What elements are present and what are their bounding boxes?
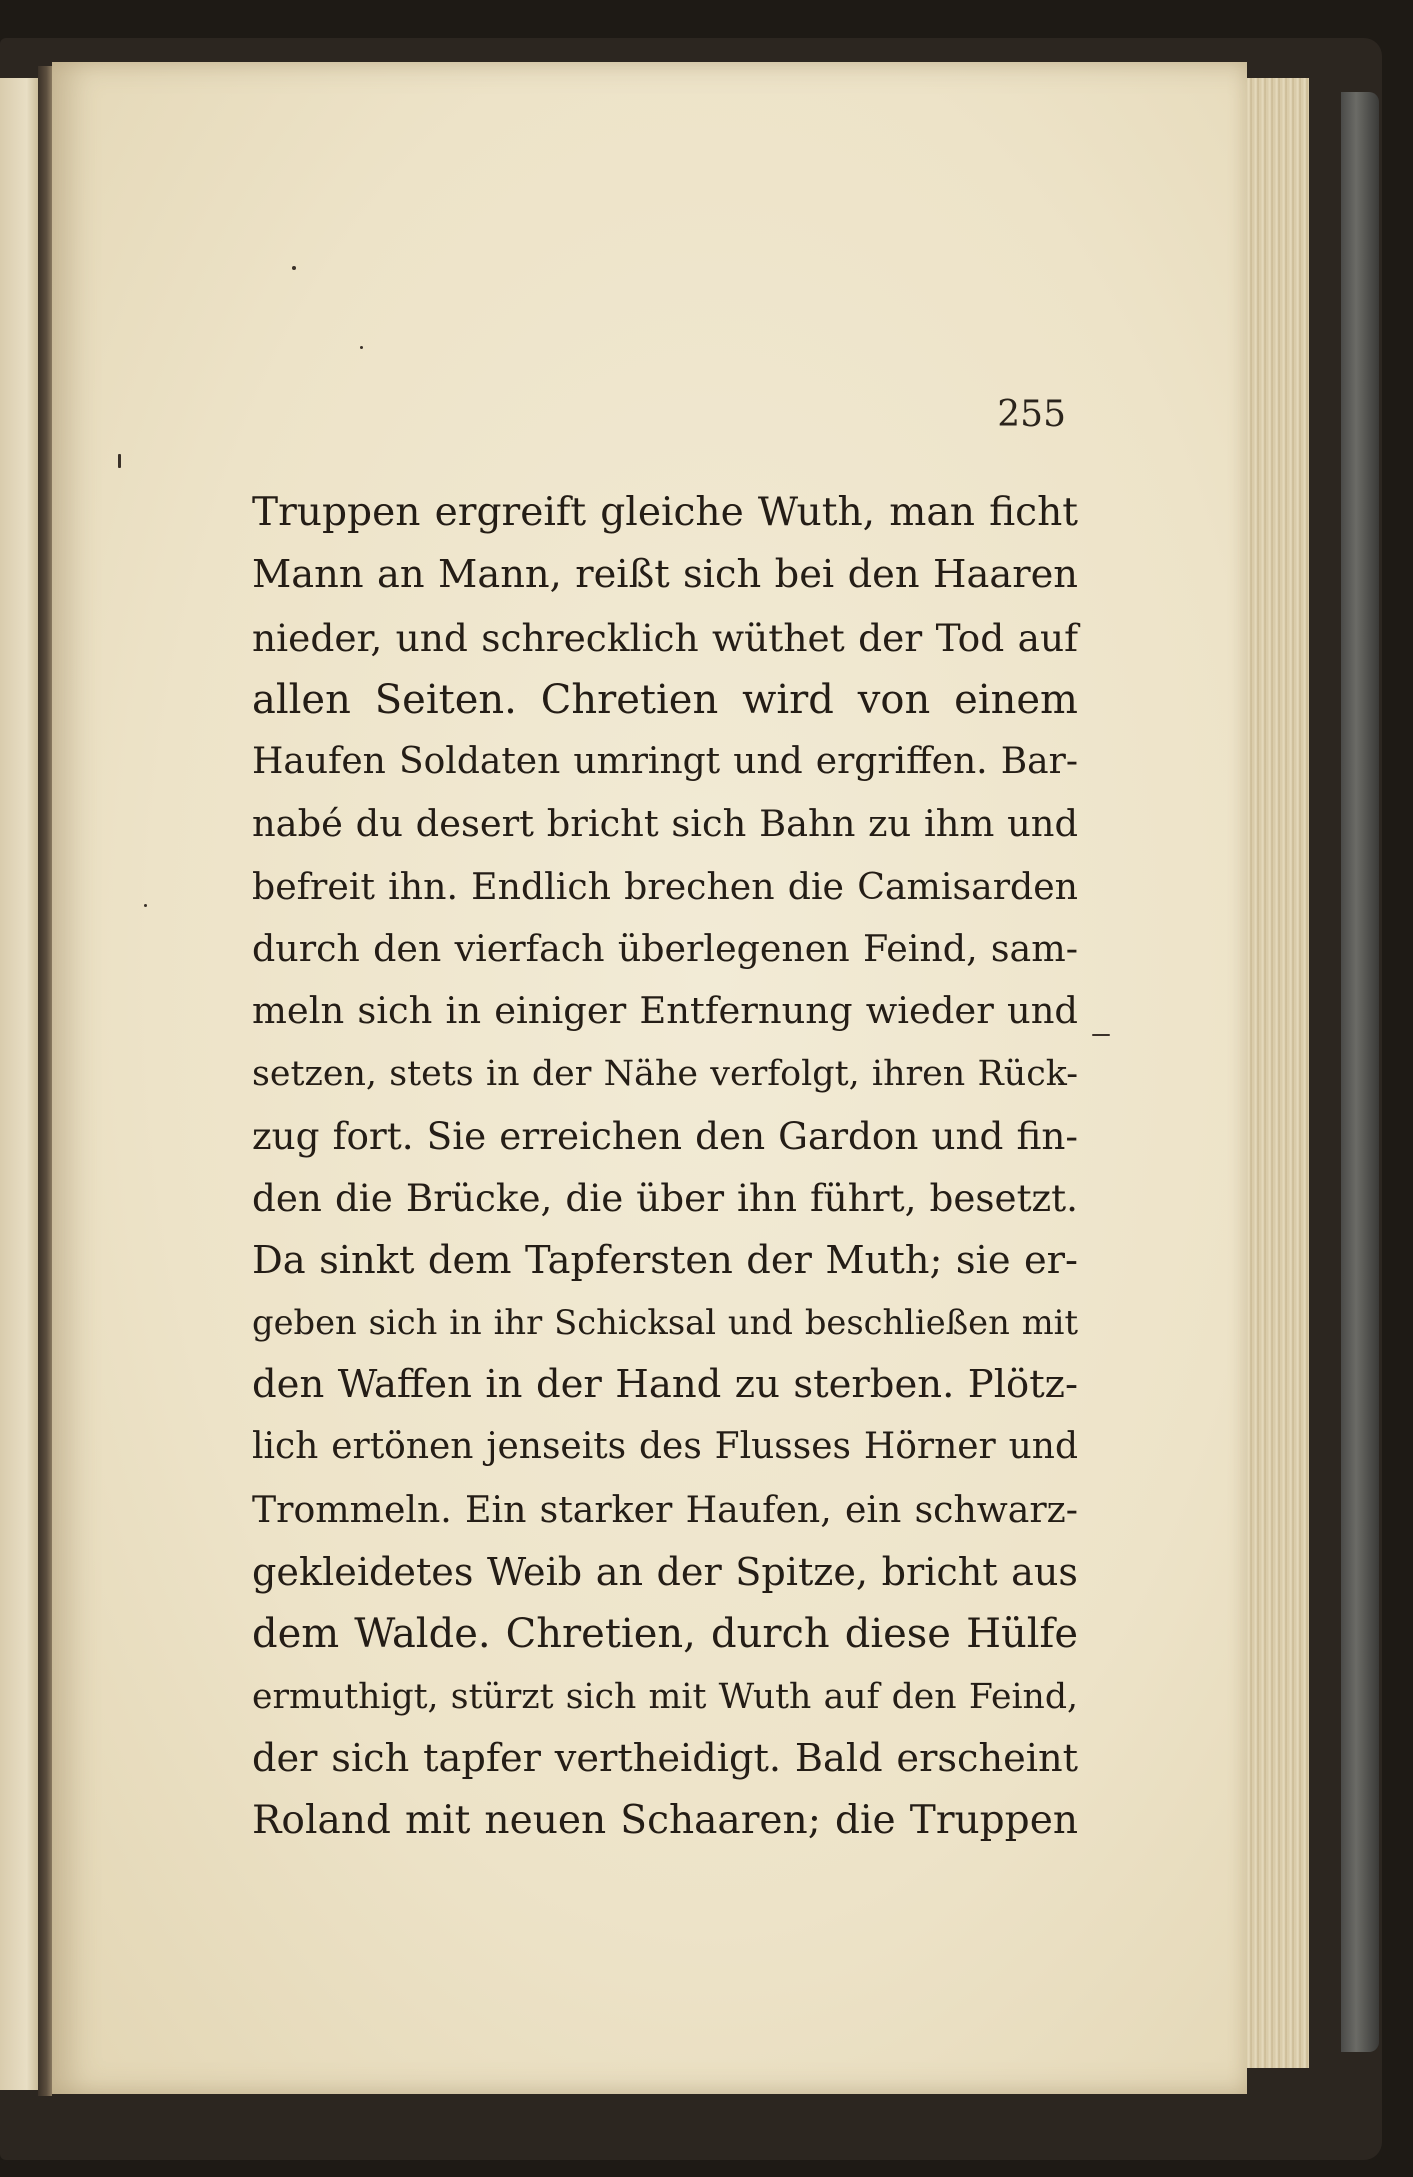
paper-speck [144,904,147,907]
text-line: Roland mit neuen Schaaren; die Truppen [252,1798,1078,1844]
text-line: dem Walde. Chretien, durch diese Hülfe [252,1611,1078,1658]
text-line: Truppen ergreift gleiche Wuth, man ficht [252,490,1078,535]
text-line: den die Brücke, die über ihn führt, besetzt. [252,1176,1078,1221]
text-line: lich ertönen jenseits des Flusses Hörner und [252,1426,1078,1468]
text-line: zug fort. Sie erreichen den Gardon und fin- [252,1113,1078,1158]
paper-speck [292,266,296,270]
paper-speck [360,346,363,349]
text-line: den Waffen in der Hand zu sterben. Plötz- [252,1362,1078,1408]
text-line: gekleidetes Weib an der Spitze, bricht aus [252,1550,1078,1595]
text-line: Trommeln. Ein starker Haufen, ein schwarz- [252,1487,1078,1531]
text-line: Haufen Soldaten umringt und ergriffen. Bar- [252,741,1078,783]
text-line: befreit ihn. Endlich brechen die Camisarden [252,864,1078,908]
text-line: der sich tapfer vertheidigt. Bald erscheint [252,1735,1078,1781]
text-line: ermuthigt, stürzt sich mit Wuth auf den Feind, [252,1676,1078,1717]
back-cover-edge [1341,92,1379,2052]
left-page-edge [0,78,38,2090]
paper-speck [118,454,121,468]
text-line: setzen, stets in der Nähe verfolgt, ihren Rück- [252,1053,1078,1094]
book-spine-gutter [38,66,52,2096]
page-number: 255 [997,394,1066,435]
paper-speck [1092,1034,1110,1036]
text-line: Da sinkt dem Tapfersten der Muth; sie er- [252,1237,1078,1283]
text-line: nabé du desert bricht sich Bahn zu ihm und [252,802,1078,846]
text-line: durch den vierfach überlegenen Feind, sam- [252,927,1078,971]
text-line: Mann an Mann, reißt sich bei den Haaren [252,552,1078,598]
text-line: meln sich in einiger Entfernung wieder und [252,989,1078,1033]
text-line: geben sich in ihr Schicksal und beschließen mit [252,1302,1078,1342]
text-line: nieder, und schrecklich wüthet der Tod auf [252,615,1078,660]
text-line: allen Seiten. Chretien wird von einem [252,676,1078,723]
body-text [252,482,1078,1853]
book-page [52,62,1247,2094]
